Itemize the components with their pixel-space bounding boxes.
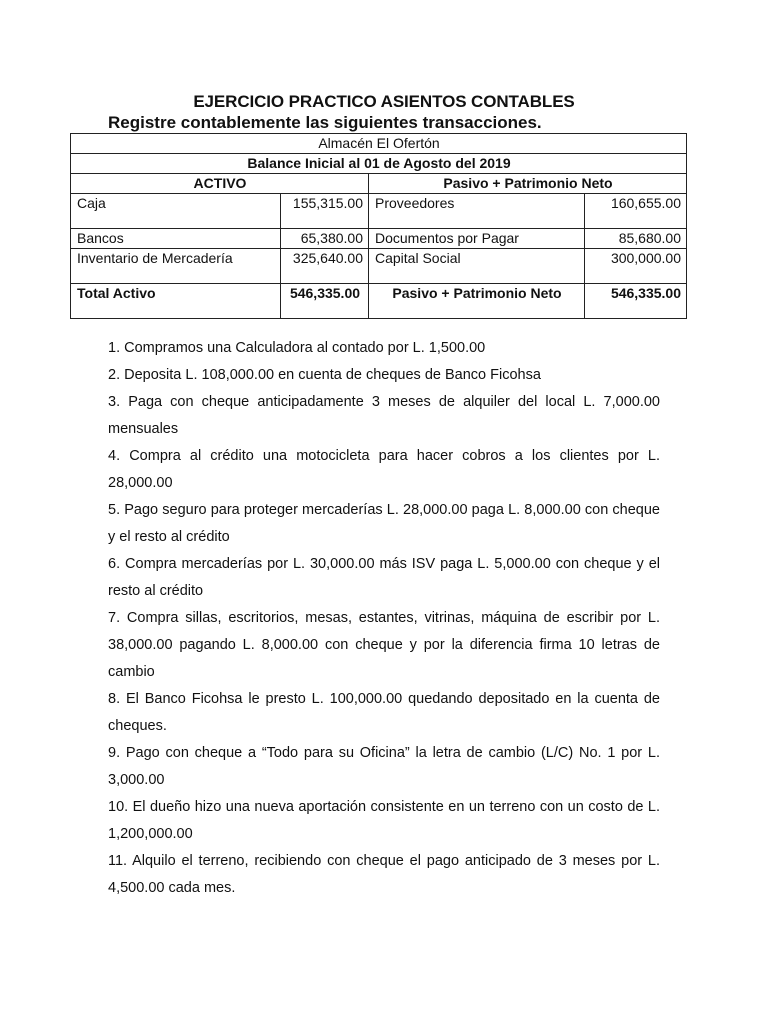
activo-header: ACTIVO [71, 174, 369, 194]
list-item: 6. Compra mercaderías por L. 30,000.00 más ISV paga L. 5,000.00 con cheque y el resto al crédito [108, 556, 660, 599]
pasivo-header: Pasivo + Patrimonio Neto [369, 174, 687, 194]
total-pasivo-value: 546,335.00 [585, 284, 687, 319]
table-row [71, 229, 687, 249]
list-item: 11. Alquilo el terreno, recibiendo con cheque el pago anticipado de 3 meses por L. 4,500.00 cada mes. [108, 853, 660, 896]
activo-label: Inventario de Mercadería [71, 249, 281, 284]
activo-label: Caja [71, 194, 281, 229]
list-item: 3. Paga con cheque anticipadamente 3 meses de alquiler del local L. 7,000.00 mensuales [108, 394, 660, 437]
balance-heading: Balance Inicial al 01 de Agosto del 2019 [71, 154, 687, 174]
company-name: Almacén El Ofertón [71, 134, 687, 154]
pasivo-label: Capital Social [369, 249, 585, 284]
list-item: 4. Compra al crédito una motocicleta para hacer cobros a los clientes por L. 28,000.00 [108, 448, 660, 491]
total-activo-value: 546,335.00 [281, 284, 369, 319]
list-item: 5. Pago seguro para proteger mercaderías L. 28,000.00 paga L. 8,000.00 con cheque y el resto al crédito [108, 502, 660, 545]
pasivo-label: Documentos por Pagar [369, 229, 585, 249]
pasivo-value: 85,680.00 [585, 229, 687, 249]
table-row [71, 249, 687, 284]
list-item: 7. Compra sillas, escritorios, mesas, estantes, vitrinas, máquina de escribir por L. 38,000.00 pagando L. 8,000.00 con cheque y por la diferencia firma 10 letras de cambio [108, 610, 660, 680]
pasivo-value: 300,000.00 [585, 249, 687, 284]
total-pasivo-label: Pasivo + Patrimonio Neto [369, 284, 585, 319]
list-item: 1. Compramos una Calculadora al contado por L. 1,500.00 [108, 340, 486, 356]
transaction-list [108, 335, 660, 902]
document-subtitle: Registre contablemente las siguientes transacciones. [108, 113, 542, 132]
activo-value: 325,640.00 [281, 249, 369, 284]
document-title: EJERCICIO PRACTICO ASIENTOS CONTABLES [193, 92, 575, 111]
list-item: 8. El Banco Ficohsa le presto L. 100,000.00 quedando depositado en la cuenta de cheques. [108, 691, 660, 734]
table-row [71, 194, 687, 229]
pasivo-value: 160,655.00 [585, 194, 687, 229]
pasivo-label: Proveedores [369, 194, 585, 229]
list-item: 2. Deposita L. 108,000.00 en cuenta de cheques de Banco Ficohsa [108, 367, 541, 383]
list-item: 10. El dueño hizo una nueva aportación consistente en un terreno con un costo de L. 1,200,000.00 [108, 799, 660, 842]
list-item: 9. Pago con cheque a “Todo para su Oficina” la letra de cambio (L/C) No. 1 por L. 3,000.00 [108, 745, 660, 788]
total-activo-label: Total Activo [71, 284, 281, 319]
total-row [71, 284, 687, 319]
activo-value: 65,380.00 [281, 229, 369, 249]
activo-value: 155,315.00 [281, 194, 369, 229]
activo-label: Bancos [71, 229, 281, 249]
balance-table [70, 133, 687, 319]
